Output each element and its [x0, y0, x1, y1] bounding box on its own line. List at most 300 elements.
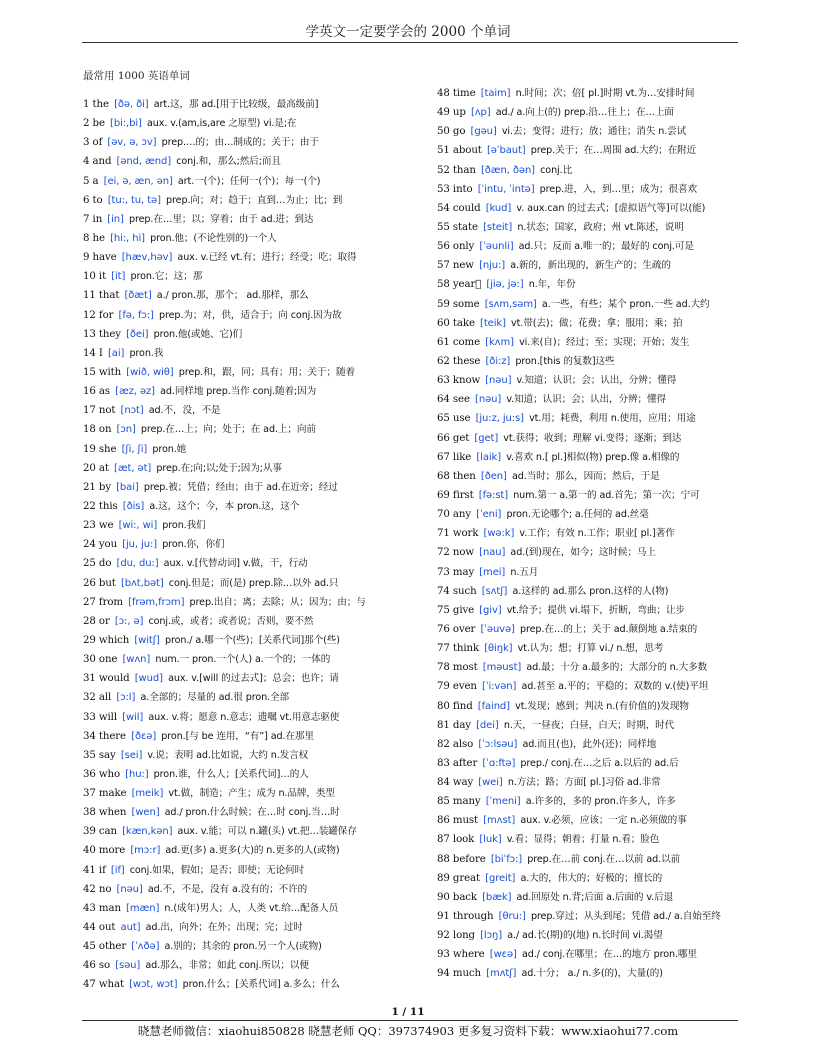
- entry-phonetic: [ʃi, ʃi]: [121, 443, 148, 455]
- word-entry: [83, 344, 433, 363]
- entry-phonetic: [bæk]: [482, 891, 512, 903]
- entry-phonetic: [fə:st]: [478, 489, 509, 501]
- word-entry: [437, 792, 787, 811]
- entry-definition: pron.无论哪个; a.任何的 ad.丝毫: [506, 509, 649, 521]
- entry-definition: aux. v.[will 的过去式]；总会；也许；请: [168, 673, 339, 685]
- entry-phonetic: [ðə, ði]: [114, 99, 149, 110]
- entry-word: then: [452, 470, 476, 482]
- entry-phonetic: [teik]: [480, 317, 506, 329]
- word-entry: [437, 543, 787, 562]
- entry-phonetic: [məust]: [482, 662, 522, 674]
- entry-number: 83: [437, 757, 450, 769]
- entry-number: 41: [83, 864, 96, 876]
- entry-definition: v.工作；有效 n.工作；职业[ pl.]著作: [519, 528, 675, 540]
- entry-definition: pron.你，你们: [162, 539, 225, 551]
- entry-phonetic: [if]: [110, 864, 125, 876]
- entry-phonetic: [ai]: [107, 347, 125, 359]
- entry-word: these: [452, 355, 481, 367]
- word-entry: [437, 677, 787, 696]
- entry-word: he: [92, 232, 105, 244]
- word-entry: [83, 133, 433, 152]
- word-entry: [83, 956, 433, 975]
- entry-number: 43: [83, 902, 96, 914]
- entry-definition: art.一(个)；任何一(个)；每一(个): [177, 175, 321, 187]
- entry-definition: n.五月: [510, 566, 539, 578]
- word-entry: [437, 697, 787, 716]
- word-entry: [83, 401, 433, 420]
- entry-definition: pron.我: [129, 347, 164, 359]
- word-entry: [437, 888, 787, 907]
- word-entry: [83, 574, 433, 593]
- word-entry: [437, 639, 787, 658]
- entry-phonetic: [in]: [107, 213, 124, 225]
- entry-phonetic: [ju, ju:]: [122, 539, 158, 551]
- entry-phonetic: [æt, ət]: [114, 462, 152, 474]
- word-entry: [437, 582, 787, 601]
- entry-phonetic: [ˈɑ:ftə]: [482, 757, 516, 769]
- entry-definition: vi.去；变得；进行；放；通往；消失 n.尝试: [501, 126, 687, 138]
- entry-number: 9: [83, 252, 90, 264]
- entry-phonetic: [sʌm,səm]: [484, 298, 537, 310]
- entry-number: 62: [437, 355, 450, 367]
- entry-number: 31: [83, 673, 96, 685]
- word-entry: [83, 765, 433, 784]
- entry-word: may: [452, 566, 475, 578]
- entry-phonetic: [wei]: [478, 777, 503, 789]
- entry-number: 21: [83, 481, 96, 493]
- entry-phonetic: [ˈintu, ˈintə]: [477, 183, 535, 195]
- entry-phonetic: [witʃ]: [134, 634, 160, 646]
- entry-number: 68: [437, 470, 450, 482]
- entry-number: 94: [437, 968, 450, 980]
- entry-definition: conj.但是；而(是) prep.除…以外 ad.只: [168, 577, 339, 589]
- entry-definition: a.这，这个；今，本 pron.这，这个: [149, 500, 300, 512]
- entry-number: 88: [437, 853, 450, 865]
- document-title: 学英文一定要学会的 2000 个单词: [305, 24, 511, 40]
- entry-number: 77: [437, 643, 450, 655]
- entry-definition: conj.如果，假如；是否；即使；无论何时: [129, 864, 305, 876]
- entry-number: 2: [83, 118, 90, 130]
- entry-number: 39: [83, 826, 96, 838]
- entry-definition: v.知道；认识；会；认出，分辨；懂得: [506, 394, 667, 406]
- entry-definition: a.新的，新出现的，新生产的；生疏的: [510, 260, 671, 272]
- word-entry: [437, 409, 787, 428]
- entry-word: way: [452, 777, 474, 789]
- word-list-right-column: [437, 84, 787, 984]
- entry-word: on: [98, 424, 112, 436]
- entry-phonetic: [nəu]: [475, 394, 502, 406]
- entry-definition: prep.在;向;以;处于;因为;从事: [156, 462, 282, 474]
- entry-definition: n.天，一昼夜；白昼，白天；时期，时代: [503, 719, 675, 731]
- entry-number: 5: [83, 175, 90, 187]
- entry-number: 46: [83, 960, 96, 972]
- entry-definition: ad.出，向外；在外；出现；完；过时: [145, 922, 303, 934]
- word-entry: [83, 650, 433, 669]
- entry-number: 67: [437, 451, 450, 463]
- word-entry: [83, 708, 433, 727]
- entry-phonetic: [ðæn, ðən]: [480, 164, 535, 176]
- entry-number: 59: [437, 298, 450, 310]
- entry-phonetic: [greit]: [485, 872, 516, 884]
- word-entry: [83, 497, 433, 516]
- entry-definition: ad.最；十分 a.最多的；大部分的 n.大多数: [526, 662, 708, 674]
- entry-definition: prep.在…上；向；处于；在 ad.上；向前: [140, 424, 316, 436]
- entry-definition: aux. v.(am,is,are 之原型) vi.是;在: [146, 118, 297, 130]
- entry-definition: pron.她: [152, 443, 187, 455]
- entry-word: will: [98, 711, 118, 723]
- entry-phonetic: [mʌtʃ]: [486, 968, 517, 980]
- entry-phonetic: [it]: [111, 271, 126, 283]
- entry-word: after: [452, 757, 478, 769]
- entry-phonetic: [du, du:]: [116, 558, 159, 570]
- entry-phonetic: [hu:]: [125, 768, 149, 780]
- entry-definition: a.别的；其余的 pron.另一个人(或物): [164, 941, 322, 953]
- word-entry: [83, 669, 433, 688]
- footer-divider: [82, 1020, 738, 1021]
- entry-phonetic: aut]: [120, 922, 141, 934]
- word-entry: [437, 754, 787, 773]
- entry-phonetic: [sei]: [120, 749, 143, 761]
- word-entry: [437, 811, 787, 830]
- entry-definition: aux. v.[代替动词] v.做，干，行动: [163, 558, 308, 570]
- entry-phonetic: [ðen]: [480, 470, 507, 482]
- entry-definition: aux. v.能；可以 n.罐(头) vt.把…装罐保存: [177, 826, 357, 838]
- entry-number: 69: [437, 489, 450, 501]
- entry-number: 6: [83, 194, 90, 206]
- entry-word: be: [92, 118, 105, 130]
- word-entry: [83, 95, 433, 114]
- entry-phonetic: [ˈi:vən]: [482, 681, 517, 693]
- entry-definition: v.喜欢 n.[ pl.]相似(物) prep.像 a.相像的: [506, 451, 680, 463]
- entry-number: 27: [83, 596, 96, 608]
- entry-word: for: [98, 309, 114, 321]
- list-subtitle: 最常用 1000 英语单词: [83, 70, 190, 82]
- entry-number: 73: [437, 566, 450, 578]
- entry-word: than: [452, 164, 476, 176]
- entry-definition: pron.[this 的复数]这些: [515, 355, 615, 367]
- entry-word: what: [98, 979, 124, 991]
- entry-phonetic: [giv]: [479, 604, 502, 616]
- entry-number: 42: [83, 883, 96, 895]
- entry-definition: prep.为；对，供，适合于；向 conj.因为故: [159, 309, 342, 321]
- entry-phonetic: [wi:, wi]: [118, 520, 158, 532]
- entry-word: that: [98, 290, 120, 302]
- entry-definition: n.方法；路；方面[ pl.]习俗 ad.非常: [507, 777, 661, 789]
- word-entry: [437, 945, 787, 964]
- entry-number: 18: [83, 424, 96, 436]
- entry-word: like: [452, 451, 472, 463]
- entry-word: out: [98, 922, 116, 934]
- word-entry: [83, 880, 433, 899]
- entry-word: who: [98, 768, 121, 780]
- entry-word: take: [452, 317, 475, 329]
- entry-word: come: [452, 336, 481, 348]
- entry-phonetic: [æz, əz]: [115, 386, 155, 398]
- entry-phonetic: [hæv,həv]: [121, 252, 173, 264]
- entry-number: 37: [83, 788, 96, 800]
- entry-number: 72: [437, 547, 450, 559]
- entry-word: only: [452, 241, 475, 253]
- entry-word: we: [98, 520, 114, 532]
- entry-word: I: [98, 347, 103, 359]
- entry-definition: ad.更(多) a.更多(大)的 n.更多的人(或物): [165, 845, 340, 857]
- word-entry: [437, 161, 787, 180]
- entry-word: man: [98, 902, 121, 914]
- entry-number: 26: [83, 577, 96, 589]
- word-entry: [83, 899, 433, 918]
- entry-word: even: [452, 681, 477, 693]
- entry-definition: ad.回原处 n.背;后面 a.后面的 v.后退: [516, 891, 674, 903]
- entry-definition: prep.在…里；以；穿着；由于 ad.进；到达: [128, 213, 314, 225]
- entry-word: by: [98, 481, 111, 493]
- entry-word: long: [452, 930, 475, 942]
- entry-word: any: [452, 509, 471, 521]
- entry-number: 52: [437, 164, 450, 176]
- entry-definition: vi.来(自)；经过；至；实现；开始；发生: [519, 336, 690, 348]
- entry-number: 25: [83, 558, 96, 570]
- entry-definition: pron.他(或她、它)们: [153, 328, 243, 340]
- entry-number: 22: [83, 500, 96, 512]
- entry-number: 10: [83, 271, 96, 283]
- entry-number: 8: [83, 232, 90, 244]
- entry-word: first: [452, 489, 474, 501]
- entry-definition: prep.穿过；从头到尾；凭借 ad./ a.自始至终: [530, 911, 721, 923]
- entry-definition: ad.(到)现在，如今；这时候；马上: [510, 547, 656, 559]
- word-entry: [83, 382, 433, 401]
- entry-word: and: [92, 156, 112, 168]
- entry-phonetic: [laik]: [476, 451, 502, 463]
- entry-phonetic: [taim]: [480, 88, 511, 99]
- entry-number: 61: [437, 336, 450, 348]
- word-entry: [437, 505, 787, 524]
- entry-word: a: [92, 175, 99, 187]
- word-entry: [437, 601, 787, 620]
- word-entry: [437, 352, 787, 371]
- entry-number: 50: [437, 126, 450, 138]
- word-entry: [437, 429, 787, 448]
- entry-phonetic: [əv, ə, ɔv]: [107, 137, 157, 149]
- entry-phonetic: [wið, wiθ]: [126, 366, 174, 378]
- word-entry: [83, 803, 433, 822]
- word-entry: [83, 727, 433, 746]
- entry-definition: aux. v.已经 vt.有；进行；经受；吃；取得: [177, 252, 357, 264]
- entry-phonetic: [hi:, hi]: [110, 232, 145, 244]
- entry-number: 74: [437, 585, 450, 597]
- entry-number: 30: [83, 654, 96, 666]
- word-entry: [83, 535, 433, 554]
- entry-definition: num.一 pron.一个(人) a.一个的；一体的: [155, 654, 331, 666]
- entry-definition: prep.…的；由…制成的；关于；由于: [161, 137, 319, 149]
- entry-number: 86: [437, 815, 450, 827]
- entry-phonetic: [faind]: [477, 700, 510, 712]
- entry-word: many: [452, 796, 481, 808]
- page-number: 1 / 11: [391, 1006, 425, 1018]
- entry-phonetic: [ˈɔ:lsəu]: [478, 738, 518, 750]
- entry-word: this: [98, 500, 118, 512]
- word-entry: [83, 210, 433, 229]
- entry-phonetic: [ɔn]: [116, 424, 136, 436]
- entry-word: to: [92, 194, 103, 206]
- entry-definition: vt.获得；收到；理解 vi.变得；逐渐；到达: [503, 432, 682, 444]
- word-entry: [437, 237, 787, 256]
- entry-phonetic: [nju:]: [479, 260, 506, 272]
- entry-definition: vt.带(去)；做；花费；拿；服用；乘；拍: [511, 317, 683, 329]
- entry-number: 47: [83, 979, 96, 991]
- entry-number: 64: [437, 394, 450, 406]
- entry-number: 29: [83, 634, 96, 646]
- entry-definition: prep.关于；在…周围 ad.大约；在附近: [530, 145, 697, 157]
- entry-word: make: [98, 788, 127, 800]
- entry-number: 45: [83, 941, 96, 953]
- entry-phonetic: [gəu]: [470, 126, 497, 138]
- entry-phonetic: [bʌt,bət]: [120, 577, 164, 589]
- entry-definition: ad.当时；那么，因而；然后，于是: [511, 470, 660, 482]
- entry-number: 76: [437, 623, 450, 635]
- entry-phonetic: [ɔ:, ə]: [114, 615, 144, 627]
- entry-phonetic: [mei]: [479, 566, 506, 578]
- entry-definition: ad.而且(也)，此外(还)；同样地: [522, 738, 657, 750]
- entry-phonetic: [wud]: [134, 673, 163, 685]
- entry-number: 57: [437, 260, 450, 272]
- entry-definition: a.许多的，多的 pron.许多人，许多: [525, 796, 676, 808]
- word-entry: [83, 420, 433, 439]
- entry-definition: prep./ conj.在…之后 a.以后的 ad.后: [520, 757, 679, 769]
- entry-definition: v.看；显得；朝着；打量 n.看；脸色: [506, 834, 660, 846]
- entry-number: 87: [437, 834, 450, 846]
- word-entry: [437, 467, 787, 486]
- entry-word: before: [452, 853, 486, 865]
- entry-word: when: [98, 807, 127, 819]
- entry-number: 92: [437, 930, 450, 942]
- word-entry: [83, 784, 433, 803]
- entry-number: 49: [437, 107, 450, 119]
- word-entry: [83, 861, 433, 880]
- entry-number: 58: [437, 279, 450, 291]
- entry-word: new: [452, 260, 474, 272]
- entry-word: all: [98, 692, 112, 704]
- entry-definition: prep.进，入，到…里；成为；很喜欢: [539, 183, 697, 195]
- entry-definition: ad./ a.向上(的) prep.沿…往上；在…上面: [495, 107, 674, 119]
- entry-word: about: [452, 145, 482, 157]
- entry-number: 82: [437, 738, 450, 750]
- entry-definition: a./ pron.那，那个； ad.那样，那么: [156, 290, 309, 302]
- word-entry: [83, 746, 433, 765]
- entry-definition: ad.甚至 a.平的；平稳的；双数的 v.(使)平坦: [521, 681, 709, 693]
- entry-phonetic: [θiŋk]: [484, 643, 513, 655]
- entry-word: through: [452, 911, 494, 923]
- entry-number: 32: [83, 692, 96, 704]
- entry-phonetic: [steit]: [483, 221, 513, 233]
- entry-phonetic: [lɔŋ]: [480, 930, 503, 942]
- entry-number: 4: [83, 156, 90, 168]
- entry-definition: ad.不，不是，没有 a.没有的；不许的: [147, 883, 308, 895]
- word-entry: [83, 841, 433, 860]
- word-entry: [437, 716, 787, 735]
- entry-phonetic: [biˈfɔ:]: [490, 853, 523, 865]
- entry-phonetic: [ˈeni]: [476, 509, 502, 521]
- entry-number: 17: [83, 405, 96, 417]
- entry-number: 60: [437, 317, 450, 329]
- entry-number: 40: [83, 845, 96, 857]
- entry-phonetic: [mʌst]: [483, 815, 516, 827]
- entry-word: which: [98, 634, 130, 646]
- entry-word: can: [98, 826, 117, 838]
- word-entry: [437, 295, 787, 314]
- word-entry: [437, 964, 787, 983]
- entry-word: such: [452, 585, 477, 597]
- entry-definition: conj.或，或者；或者说；否则，要不然: [148, 615, 314, 627]
- entry-definition: ad.十分； a./ n.多(的)，大量(的): [521, 968, 663, 980]
- entry-phonetic: [nəu]: [116, 883, 143, 895]
- entry-phonetic: [bi:,bi]: [110, 118, 142, 130]
- word-entry: [437, 256, 787, 275]
- entry-definition: a./ ad.长(期)的(地) n.长时间 vi.渴望: [507, 930, 663, 942]
- entry-number: 78: [437, 662, 450, 674]
- entry-number: 35: [83, 749, 96, 761]
- entry-definition: ad.只；反而 a.唯一的；最好的 conj.可是: [518, 241, 694, 253]
- word-entry: [83, 822, 433, 841]
- entry-definition: ad./ conj.在哪里；在…的地方 pron.哪里: [521, 949, 697, 961]
- entry-word: up: [452, 107, 466, 119]
- entry-number: 66: [437, 432, 450, 444]
- entry-definition: a.一些，有些；某个 pron.一些 ad.大约: [541, 298, 710, 310]
- entry-number: 51: [437, 145, 450, 157]
- entry-phonetic: [luk]: [479, 834, 502, 846]
- entry-definition: a.这样的 ad.那么 pron.这样的人(物): [512, 585, 669, 597]
- entry-definition: pron.[与 be 连用，“有”] ad.在那里: [161, 730, 314, 742]
- entry-definition: num.第一 a.第一的 ad.首先；第一次；宁可: [513, 489, 700, 501]
- entry-definition: n.状态；国家，政府；州 vt.陈述，说明: [517, 221, 684, 233]
- word-entry: [83, 688, 433, 707]
- entry-word: as: [98, 386, 111, 398]
- word-entry: [83, 172, 433, 191]
- entry-number: 12: [83, 309, 96, 321]
- entry-word: much: [452, 968, 481, 980]
- word-entry: [437, 371, 787, 390]
- word-entry: [83, 286, 433, 305]
- entry-definition: ad.同样地 prep.当作 conj.随着;因为: [160, 386, 317, 398]
- word-entry: [437, 658, 787, 677]
- entry-number: 80: [437, 700, 450, 712]
- entry-number: 11: [83, 290, 96, 302]
- entry-phonetic: [ʌp]: [470, 107, 491, 119]
- footer-contact: 晓慧老师微信：xiaohui850828 晓慧老师 QQ：397374903 更多复习资料下载：www.xiaohui77.com: [137, 1024, 679, 1038]
- entry-number: 70: [437, 509, 450, 521]
- entry-number: 20: [83, 462, 96, 474]
- entry-phonetic: [ˈəuvə]: [480, 623, 515, 635]
- entry-word: state: [452, 221, 478, 233]
- entry-word: think: [452, 643, 480, 655]
- word-entry: [83, 306, 433, 325]
- entry-phonetic: [wʌn]: [122, 654, 151, 666]
- entry-number: 65: [437, 413, 450, 425]
- entry-definition: a.全部的；尽量的 ad.很 pron.全部: [140, 692, 290, 704]
- entry-number: 7: [83, 213, 90, 225]
- entry-word: see: [452, 394, 470, 406]
- entry-definition: ad.那么，非常；如此 conj.所以；以便: [145, 960, 309, 972]
- entry-phonetic: [nau]: [479, 547, 506, 559]
- entry-definition: vt.给予；提供 vi.塌下，折断，弯曲；让步: [506, 604, 685, 616]
- word-entry: [437, 314, 787, 333]
- entry-word: day: [452, 719, 471, 731]
- word-entry: [437, 926, 787, 945]
- entry-number: 44: [83, 922, 96, 934]
- entry-phonetic: [kʌm]: [485, 336, 514, 348]
- entry-word: the: [92, 99, 109, 110]
- word-entry: [83, 478, 433, 497]
- entry-word: look: [452, 834, 475, 846]
- entry-word: over: [452, 623, 476, 635]
